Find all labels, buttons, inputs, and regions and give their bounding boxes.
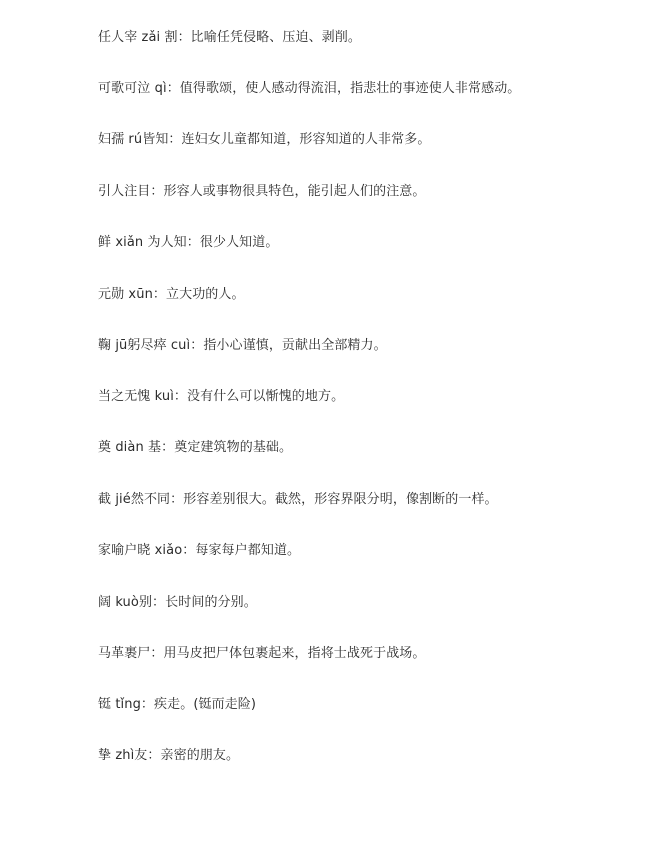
vocab-entry: 鞠 jū躬尽瘁 cuì：指小心谨慎，贡献出全部精力。 xyxy=(98,338,387,353)
vocab-entry: 挚 zhì友：亲密的朋友。 xyxy=(98,748,240,763)
vocab-entry: 家喻户晓 xiǎo：每家每户都知道。 xyxy=(98,543,301,558)
vocab-entry: 任人宰 zǎi 割：比喻任凭侵略、压迫、剥削。 xyxy=(98,30,361,45)
vocab-entry: 铤 tǐng：疾走。(铤而走险) xyxy=(98,697,257,712)
vocab-entry: 妇孺 rú皆知：连妇女儿童都知道，形容知道的人非常多。 xyxy=(98,132,431,147)
vocab-entry: 当之无愧 kuì：没有什么可以惭愧的地方。 xyxy=(98,389,345,404)
vocab-entry: 引人注目：形容人或事物很具特色，能引起人们的注意。 xyxy=(98,184,426,199)
vocab-entry: 马革裹尸：用马皮把尸体包裹起来，指将士战死于战场。 xyxy=(98,646,426,661)
vocab-entry: 鲜 xiǎn 为人知：很少人知道。 xyxy=(98,235,279,250)
vocab-entry: 元勋 xūn：立大功的人。 xyxy=(98,287,245,302)
vocab-entry: 可歌可泣 qì：值得歌颂，使人感动得流泪，指悲壮的事迹使人非常感动。 xyxy=(98,81,521,96)
vocab-entry: 奠 diàn 基：奠定建筑物的基础。 xyxy=(98,440,293,455)
vocab-entry: 截 jié然不同：形容差别很大。截然，形容界限分明，像割断的一样。 xyxy=(98,492,498,507)
vocab-entry: 阔 kuò别：长时间的分别。 xyxy=(98,595,257,610)
